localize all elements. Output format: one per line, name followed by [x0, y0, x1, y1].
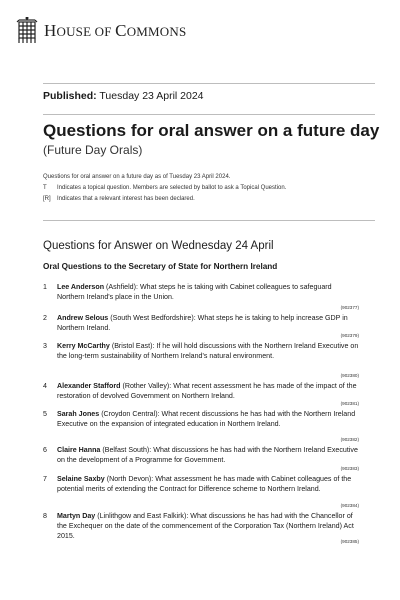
constituency: (Rother Valley): [122, 382, 172, 390]
note-text: Indicates that a relevant interest has been declared. [57, 196, 195, 202]
published-date: Tuesday 23 April 2024 [99, 90, 204, 102]
question-ref: (902385) [340, 538, 359, 544]
question-ref: (902379) [340, 332, 359, 338]
page-title: Questions for oral answer on a future day [43, 121, 380, 140]
question-number: 5 [43, 410, 47, 418]
constituency: (Linlithgow and East Falkirk): [97, 512, 189, 520]
member-name: Lee Anderson [57, 283, 105, 291]
notes-intro: Questions for oral answer on a future day as of Tuesday 23 April 2024. [43, 174, 231, 180]
divider [43, 83, 375, 84]
question-ref: (902383) [340, 465, 359, 471]
member-name: Alexander Stafford [57, 382, 121, 390]
question-text: If he will hold discussions with the Northern Ireland Executive on the long-term sustainability of Northern Ireland's natural environment. [57, 342, 359, 361]
note-symbol: [R] [43, 196, 51, 202]
question-list [43, 282, 359, 547]
note-item [43, 183, 373, 194]
question-text: What steps he is taking to help increase GDP in Northern Ireland. [57, 314, 348, 333]
member-name: Selaine Saxby [57, 475, 105, 483]
question-item [43, 474, 359, 511]
question-ref: (902381) [340, 400, 359, 406]
question-item [43, 341, 359, 381]
question-number: 6 [43, 446, 47, 454]
constituency: (Belfast South): [102, 446, 152, 454]
note-text: Indicates a topical question. Members are selected by ballot to ask a Topical Question. [57, 185, 287, 191]
portcullis-icon [16, 17, 38, 45]
published-line [43, 90, 204, 102]
member-name: Andrew Selous [57, 314, 109, 322]
section-heading: Questions for Answer on Wednesday 24 April [43, 240, 274, 252]
question-number: 1 [43, 283, 47, 291]
constituency: (Bristol East): [111, 342, 155, 350]
question-number: 2 [43, 314, 47, 322]
constituency: (Croydon Central): [101, 410, 160, 418]
question-text: What discussions he has had with the Chancellor of the Exchequer on the date of the commencement of the Corporation Tax (Northern Ireland) Act 2015. [57, 512, 354, 541]
subsection-heading: Oral Questions to the Secretary of State for Northern Ireland [43, 262, 278, 271]
member-name: Kerry McCarthy [57, 342, 110, 350]
org-name: HOUSE OF COMMONS [44, 21, 187, 40]
question-item [43, 381, 359, 409]
constituency: (North Devon): [106, 475, 154, 483]
divider [43, 114, 375, 115]
member-name: Martyn Day [57, 512, 96, 520]
question-item [43, 409, 359, 445]
question-ref: (902380) [340, 372, 359, 378]
question-number: 7 [43, 475, 47, 483]
note-symbol: T [43, 185, 47, 191]
constituency: (South West Bedfordshire): [110, 314, 196, 322]
question-text: What steps he is taking with Cabinet colleagues to safeguard Northern Ireland's place in the Union. [57, 283, 332, 302]
question-text: What recent assessment he has made of the impact of the restoration of devolved Government on Northern Ireland. [57, 382, 357, 401]
question-ref: (902382) [340, 436, 359, 442]
note-item [43, 194, 373, 205]
question-number: 3 [43, 342, 47, 350]
question-number: 8 [43, 512, 47, 520]
page-header [16, 14, 186, 48]
published-label: Published: [43, 90, 97, 102]
question-text: What discussions he has had with the Northern Ireland Executive on the development of a Programme for Government. [57, 446, 358, 465]
constituency: (Ashfield): [106, 283, 138, 291]
divider [43, 220, 375, 221]
question-ref: (902384) [340, 502, 359, 508]
question-text: What recent discussions he has had with the Northern Ireland Executive on the expansion of integrated education in Northern Ireland. [57, 410, 356, 429]
notes-block [43, 172, 373, 205]
question-text: What assessment he has made with Cabinet colleagues of the potential merits of extending the Contract for Difference scheme to Northern Ireland. [57, 475, 352, 494]
question-item [43, 313, 359, 341]
question-number: 4 [43, 382, 47, 390]
page-subtitle: (Future Day Orals) [43, 143, 143, 157]
question-item [43, 511, 359, 547]
member-name: Claire Hanna [57, 446, 101, 454]
question-item [43, 282, 359, 313]
member-name: Sarah Jones [57, 410, 100, 418]
question-ref: (902377) [340, 304, 359, 310]
question-item [43, 445, 359, 474]
